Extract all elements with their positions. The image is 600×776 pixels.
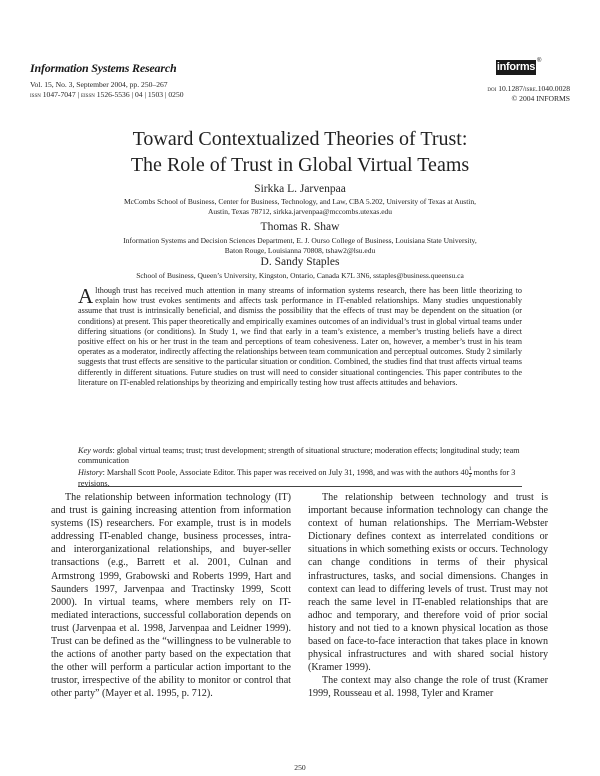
- history-label: History: [78, 467, 103, 477]
- fraction-numerator: 1: [468, 466, 472, 472]
- author-affiliation: [90, 197, 510, 217]
- abstract-dropcap: A: [78, 284, 94, 308]
- abstract-divider: [78, 486, 522, 487]
- author-affiliation: [90, 236, 510, 256]
- body-left-column: [51, 491, 291, 701]
- copyright-line: © 2004 INFORMS: [511, 94, 570, 103]
- journal-name: Information Systems Research: [30, 61, 177, 75]
- affiliation-line: McCombs School of Business, Center for Business, Technology, and Law, CBA 5.202, University of Texas at Austin,: [123, 197, 477, 206]
- keywords-text: : global virtual teams; trust; trust development; strength of situational structure; moderation effects; longitudinal study; team communication: [78, 446, 520, 466]
- abstract-text: lthough trust has received much attention in many streams of information systems research, there has been little theorizing to explain how trust evokes sentiments and affects task performance in IT-enabled relationships. Many studies unquestionably assume that trust is intrinsically beneficial, and dismiss the possibility that the effects of trust may be dependent on the situation (or conditions) at present. This paper theoretically and empirically examines outcomes of an individual’s trust in global virtual teams under differing situations (or conditions). In Study 1, we find that early in a team’s existence, a member’s trusting beliefs have a direct positive effect on his or her trust in the team and perceptions of team cohesiveness. Later on, however, a member’s trust in his team operates as a moderator, indirectly affecting the relationships between team communication and perceptual outcomes. Study 2 similarly suggests that trust effects are sensitive to the particular situation or condition. Combined, the studies find that trust affects virtual teams differently in different situations. Future studies on trust will need to consider situational contingencies. This paper contributes to the literature on IT-enabled relationships by theorizing and empirically testing how trust affects attitudes and behaviors.: [78, 286, 522, 387]
- page-number: 250: [294, 763, 306, 772]
- author-affiliation: [90, 271, 510, 281]
- affiliation-line: Information Systems and Decision Sciences Department, E. J. Ourso College of Business, Louisiana State University,: [123, 236, 477, 245]
- fraction-denominator: 2: [468, 472, 472, 479]
- affiliation-line: Baton Rouge, Louisianna 70808, tshaw2@lsu.edu: [224, 246, 376, 255]
- issn-line: issn 1047-7047 | eissn 1526-5536 | 04 | 1503 | 0250: [30, 90, 184, 99]
- registered-mark: ®: [537, 58, 542, 64]
- body-paragraph: The relationship between technology and trust is important because information technology can change the context of human relationships. The Merriam-Webster Dictionary defines context as interrelated conditions or situations in which something exists or occurs. Technology can change conditions in terms of their physical infrastructures, tasks, and social dimensions. Changes in context can lead to differing levels of trust. Trust may not reach the same level in IT-enabled relationships that are adhoc and temporary, and therefore void of prior social history and not tied to a known physical location as those based on face-to-face interaction that takes place in known physical infrastructures and with shared social history (Kramer 1999).: [308, 492, 548, 674]
- body-right-column: [308, 491, 548, 701]
- body-paragraph: The relationship between information technology (IT) and trust is gaining increasing attention from information systems (IS) researchers. For example, trust is in models addressing IT-enabled change, business processes, intra- and interorganizational relationships, and buyer-seller transactions (e.g., Barrett et al. 2001, Culnan and Armstrong 1999, Grabowski and Roberts 1999, Hart and Saunders 1997, Jarvenpaa and Tractinsky 1999, Scott 2000). In virtual teams, where members rely on IT-mediated interactions, successful collaboration depends on trust (Jarvenpaa et al. 1998, Jarvenpaa and Leidner 1999). Trust can be defined as the “willingness to be vulnerable to the actions of another party based on the expectation that the other will perform a particular action important to the trustor, irrespective of the ability to monitor or control that other party” (Mayer et al. 1995, p. 712).: [51, 492, 291, 700]
- body-paragraph: The context may also change the role of trust (Kramer 1999, Rousseau et al. 1998, Tyler and Kramer: [308, 675, 548, 700]
- history-suffix: months for 3 revisions.: [78, 467, 516, 488]
- doi-line: doi 10.1287/isre.1040.0028: [487, 84, 570, 93]
- keywords: [78, 446, 522, 466]
- author-name: D. Sandy Staples: [260, 256, 340, 268]
- abstract: [78, 286, 522, 388]
- affiliation-line: School of Business, Queen’s University, Kingston, Ontario, Canada K7L 3N6, sstaples@business.queensu.ca: [136, 271, 464, 280]
- keywords-label: Key words: [78, 446, 113, 455]
- volume-line: Vol. 15, No. 3, September 2004, pp. 250–267: [30, 80, 168, 89]
- informs-logo: [496, 60, 542, 76]
- author-name: Sirkka L. Jarvenpaa: [254, 183, 346, 195]
- paper-title-line-1: Toward Contextualized Theories of Trust:: [132, 128, 468, 150]
- paper-title-line-2: The Role of Trust in Global Virtual Teams: [130, 154, 470, 176]
- affiliation-line: Austin, Texas 78712, sirkka.jarvenpaa@mccombs.utexas.edu: [207, 207, 393, 216]
- logo-text: informs: [496, 61, 536, 73]
- history-text: : Marshall Scott Poole, Associate Editor. This paper was received on July 31, 1998, and was with the authors 40: [102, 467, 469, 477]
- author-name: Thomas R. Shaw: [260, 221, 340, 233]
